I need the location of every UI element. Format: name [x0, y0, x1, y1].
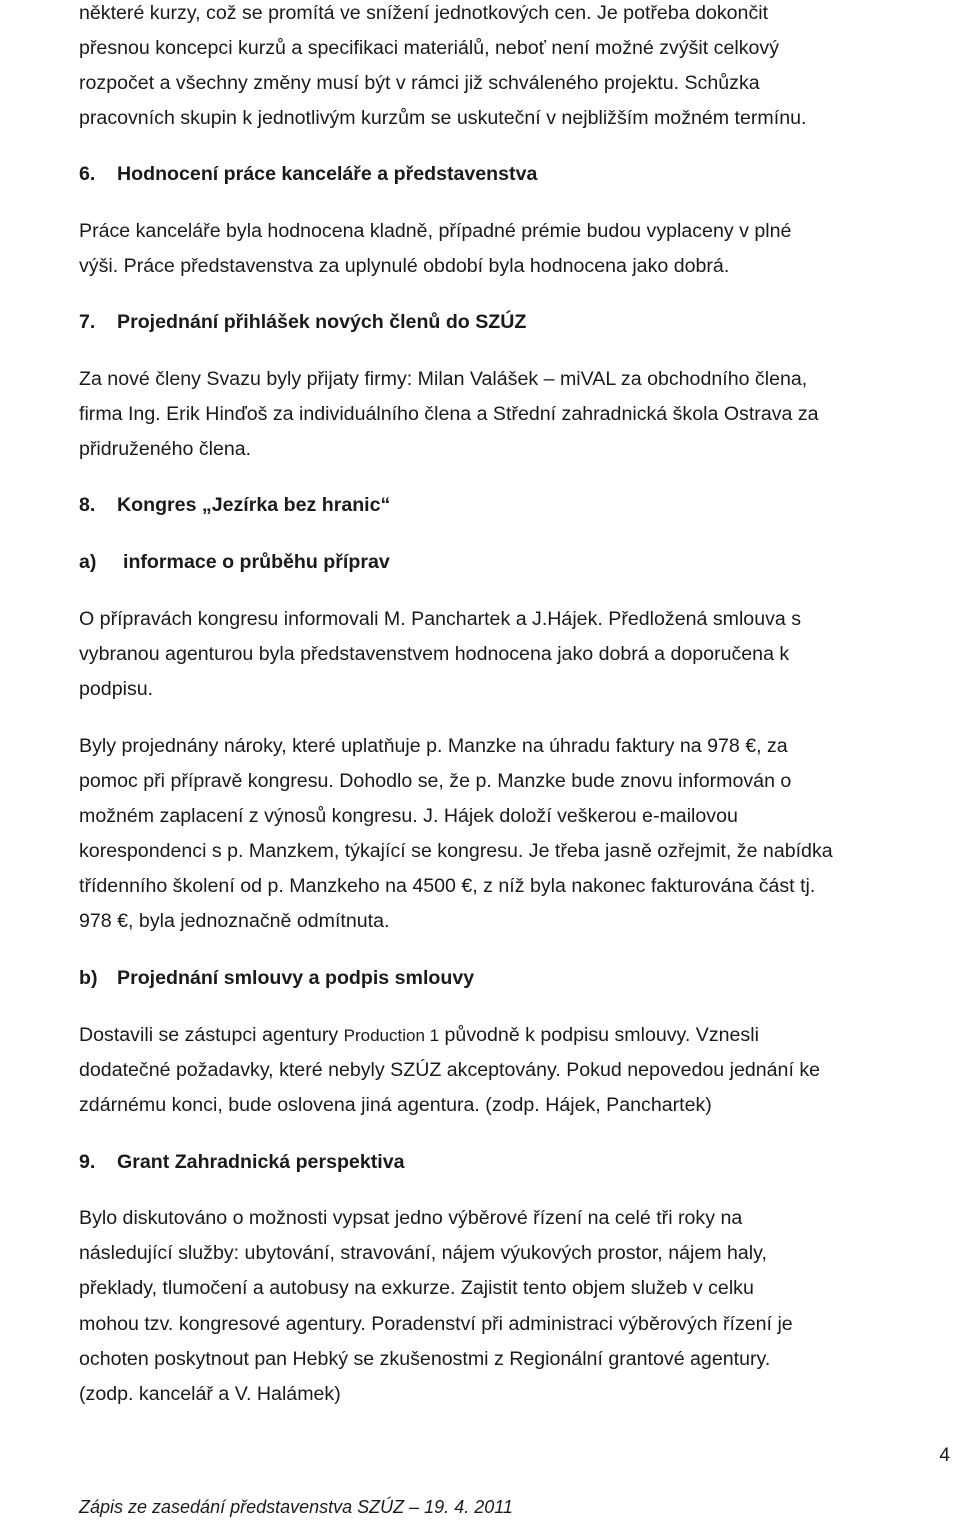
paragraph-line: korespondenci s p. Manzkem, týkající se kongresu. Je třeba jasně ozřejmit, že nabídka [79, 840, 833, 862]
section-title: Grant Zahradnická perspektiva [117, 1151, 405, 1173]
paragraph-line: rozpočet a všechny změny musí být v rámci již schváleného projektu. Schůzka [79, 72, 760, 94]
section-heading-7 [79, 313, 526, 333]
paragraph-line: možném zaplacení z výnosů kongresu. J. Hájek doloží veškerou e-mailovou [79, 805, 738, 827]
section-number: 7. [79, 311, 96, 333]
text-run: Dostavili se zástupci agentury [79, 1024, 344, 1046]
section-number: 9. [79, 1151, 96, 1173]
section-number: 6. [79, 163, 96, 185]
section-title: Hodnocení práce kanceláře a představenstva [117, 163, 538, 185]
paragraph-line: pomoc při přípravě kongresu. Dohodlo se, že p. Manzke bude znovu informován o [79, 770, 792, 792]
paragraph-line: Bylo diskutováno o možnosti vypsat jedno výběrové řízení na celé tři roky na [79, 1207, 743, 1229]
section-heading-9 [79, 1153, 405, 1173]
paragraph-line: následující služby: ubytování, stravování, nájem výukových prostor, nájem haly, [79, 1242, 767, 1264]
paragraph-line: výši. Práce představenstva za uplynulé období byla hodnocena jako dobrá. [79, 255, 730, 277]
paragraph-line: vybranou agenturou byla představenstvem hodnocena jako dobrá a doporučena k [79, 643, 790, 665]
paragraph-line: přesnou koncepci kurzů a specifikaci materiálů, neboť není možné zvýšit celkový [79, 37, 779, 59]
paragraph-line: přidruženého člena. [79, 438, 252, 460]
page-footer: Zápis ze zasedání představenstva SZÚZ – 19. 4. 2011 [79, 1497, 513, 1517]
page-number: 4 [939, 1445, 950, 1466]
paragraph-line: dodatečné požadavky, které nebyly SZÚZ akceptovány. Pokud nepovedou jednání ke [79, 1059, 821, 1081]
paragraph-line: Za nové členy Svazu byly přijaty firmy: Milan Valášek – miVAL za obchodního člena, [79, 368, 808, 390]
agency-name: Production 1 [343, 1026, 440, 1045]
paragraph-line: ochoten poskytnout pan Hebký se zkušenostmi z Regionální grantové agentury. [79, 1348, 771, 1370]
paragraph-line: 978 €, byla jednoznačně odmítnuta. [79, 910, 390, 932]
paragraph-line: Práce kanceláře byla hodnocena kladně, případné prémie budou vyplaceny v plné [79, 220, 792, 242]
subsection-heading-b [79, 969, 474, 989]
subsection-label: a) [79, 551, 97, 573]
subsection-title: informace o průběhu příprav [123, 551, 390, 573]
paragraph-line: (zodp. kancelář a V. Halámek) [79, 1383, 341, 1405]
paragraph-line: podpisu. [79, 678, 154, 700]
subsection-title: Projednání smlouvy a podpis smlouvy [117, 967, 475, 989]
paragraph-line: některé kurzy, což se promítá ve snížení jednotkových cen. Je potřeba dokončit [79, 2, 769, 24]
paragraph-line: třídenního školení od p. Manzkeho na 4500 €, z níž byla nakonec fakturována část tj. [79, 875, 816, 897]
section-title: Kongres „Jezírka bez hranic“ [117, 494, 391, 516]
paragraph-line: překlady, tlumočení a autobusy na exkurze. Zajistit tento objem služeb v celku [79, 1277, 754, 1299]
text-run: původně k podpisu smlouvy. Vznesli [439, 1024, 759, 1046]
paragraph-line: pracovních skupin k jednotlivým kurzům se uskuteční v nejbližším možném termínu. [79, 107, 807, 129]
section-title: Projednání přihlášek nových členů do SZÚZ [117, 311, 527, 333]
paragraph-line: mohou tzv. kongresové agentury. Poradenství při administraci výběrových řízení je [79, 1313, 793, 1335]
subsection-heading-a [79, 553, 390, 573]
paragraph-line: Byly projednány nároky, které uplatňuje p. Manzke na úhradu faktury na 978 €, za [79, 735, 788, 757]
section-heading-8 [79, 496, 390, 516]
paragraph-line: O přípravách kongresu informovali M. Panchartek a J.Hájek. Předložená smlouva s [79, 608, 802, 630]
section-number: 8. [79, 494, 96, 516]
subsection-label: b) [79, 967, 98, 989]
paragraph-line: zdárnému konci, bude oslovena jiná agentura. (zodp. Hájek, Panchartek) [79, 1094, 712, 1116]
paragraph-line [79, 1026, 759, 1046]
section-heading-6 [79, 165, 537, 185]
paragraph-line: firma Ing. Erik Hinďoš za individuálního člena a Střední zahradnická škola Ostrava za [79, 403, 819, 425]
